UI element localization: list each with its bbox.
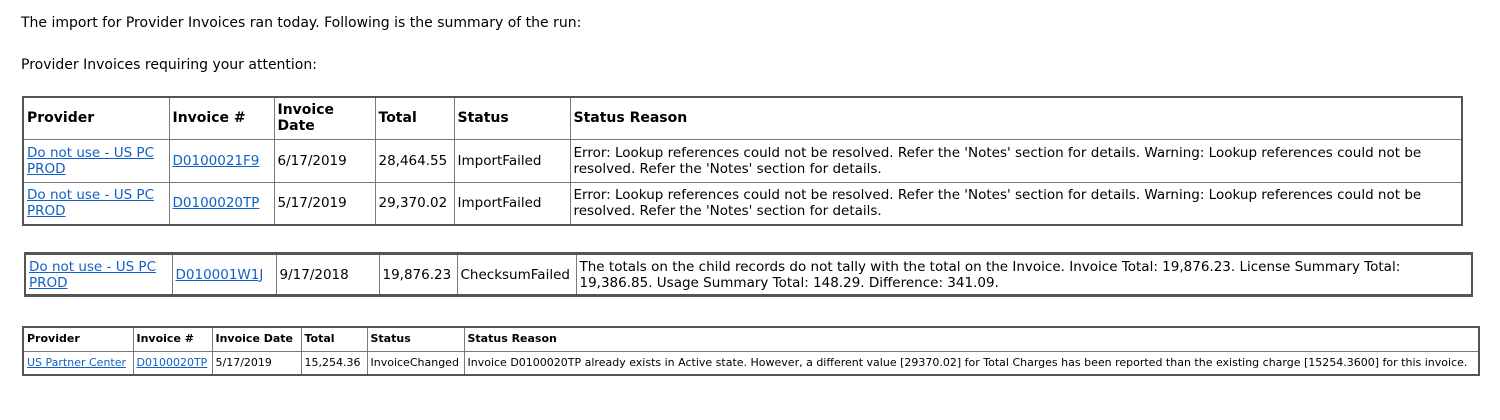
total-cell: 15,254.36 xyxy=(301,351,367,375)
status-reason-cell: The totals on the child records do not tally with the total on the Invoice. Invoice Total: 19,876.23. License Summary Total: 19,386.85. Usage Summary Total: 148.29. Difference: 341.09. xyxy=(576,254,1472,296)
table-row xyxy=(23,139,1462,182)
provider-cell xyxy=(23,351,133,375)
header-provider: Provider xyxy=(23,97,169,139)
status-reason-cell: Error: Lookup references could not be resolved. Refer the 'Notes' section for details. Warning: Lookup references could not be resolved. Refer the 'Notes' section for details. xyxy=(570,182,1462,225)
invoice-cell xyxy=(169,182,274,225)
date-cell: 9/17/2018 xyxy=(276,254,379,296)
provider-link[interactable]: Do not use - US PC PROD xyxy=(27,187,155,220)
provider-link[interactable]: US Partner Center xyxy=(27,355,127,369)
header-status-reason: Status Reason xyxy=(570,97,1462,139)
intro-line-2: Provider Invoices requiring your attention: xyxy=(21,57,317,73)
table-row xyxy=(25,254,1472,296)
total-cell: 28,464.55 xyxy=(375,139,454,182)
date-cell: 5/17/2019 xyxy=(212,351,301,375)
invoice-link[interactable]: D010001W1J xyxy=(175,266,264,283)
date-cell: 5/17/2019 xyxy=(274,182,375,225)
header-total: Total xyxy=(375,97,454,139)
invoice-link[interactable]: D0100020TP xyxy=(136,355,208,369)
header-status: Status xyxy=(454,97,570,139)
invoice-cell xyxy=(169,139,274,182)
invoices-table-3 xyxy=(22,326,1480,376)
table-row xyxy=(23,351,1479,375)
status-cell: ChecksumFailed xyxy=(457,254,576,296)
provider-link[interactable]: Do not use - US PC PROD xyxy=(29,258,157,291)
invoice-link[interactable]: D0100020TP xyxy=(172,195,260,212)
header-status: Status xyxy=(367,327,464,351)
invoices-table-1 xyxy=(22,96,1463,226)
date-cell: 6/17/2019 xyxy=(274,139,375,182)
total-cell: 29,370.02 xyxy=(375,182,454,225)
header-invoice-number: Invoice # xyxy=(169,97,274,139)
table-row xyxy=(23,182,1462,225)
provider-cell xyxy=(23,182,169,225)
status-cell: ImportFailed xyxy=(454,139,570,182)
intro-line-1: The import for Provider Invoices ran today. Following is the summary of the run: xyxy=(21,15,582,31)
provider-link[interactable]: Do not use - US PC PROD xyxy=(27,144,155,177)
status-reason-cell: Invoice D0100020TP already exists in Active state. However, a different value [29370.02] for Total Charges has been reported than the existing charge [15254.3600] for this invoice. xyxy=(464,351,1479,375)
header-invoice-number: Invoice # xyxy=(133,327,212,351)
provider-cell xyxy=(23,139,169,182)
provider-cell xyxy=(25,254,172,296)
invoices-table-2 xyxy=(24,252,1473,297)
header-invoice-date: Invoice Date xyxy=(274,97,375,139)
status-cell: InvoiceChanged xyxy=(367,351,464,375)
invoice-link[interactable]: D0100021F9 xyxy=(172,152,260,169)
header-provider: Provider xyxy=(23,327,133,351)
header-status-reason: Status Reason xyxy=(464,327,1479,351)
header-total: Total xyxy=(301,327,367,351)
invoice-cell xyxy=(172,254,276,296)
table-header-row xyxy=(23,97,1462,139)
status-cell: ImportFailed xyxy=(454,182,570,225)
invoice-cell xyxy=(133,351,212,375)
total-cell: 19,876.23 xyxy=(379,254,457,296)
table-header-row xyxy=(23,327,1479,351)
header-invoice-date: Invoice Date xyxy=(212,327,301,351)
status-reason-cell: Error: Lookup references could not be resolved. Refer the 'Notes' section for details. Warning: Lookup references could not be resolved. Refer the 'Notes' section for details. xyxy=(570,139,1462,182)
